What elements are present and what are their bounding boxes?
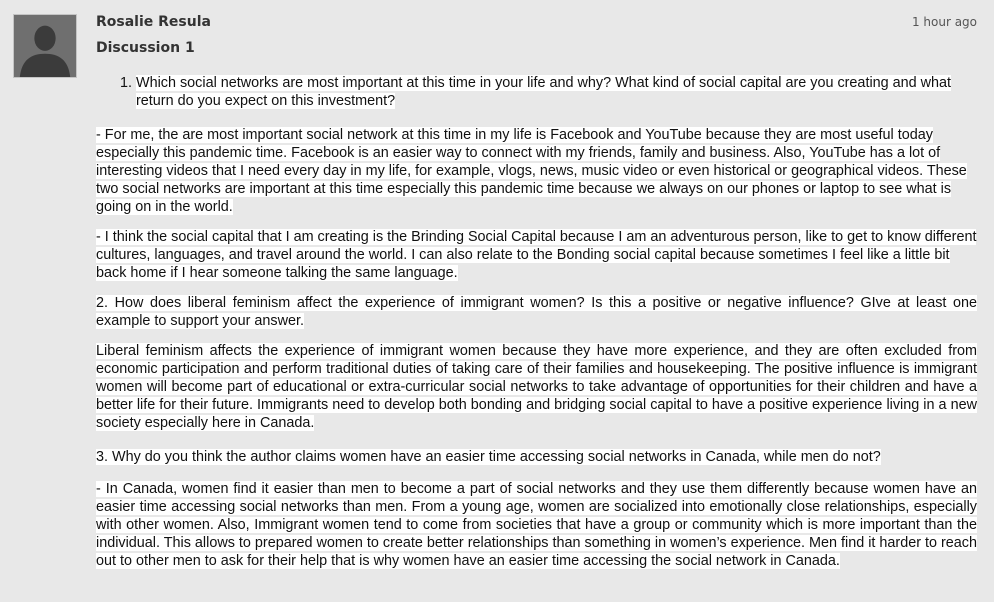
question-2	[96, 294, 977, 330]
answer-1-paragraph-1-text: - For me, the are most important social network at this time in my life is Facebook and YouTube because they are most useful today especially this pandemic time. Facebook is an easier way to connect with my friends, family and business. Also, YouTube has a lot of interesting videos that I need every day in my life, for example, vlogs, news, music video or even historical or geographical videos. These two social networks are important at this time especially this pandemic time because we always on our phones or laptop to see what is going on in the world.	[96, 127, 967, 215]
question-2-text: 2. How does liberal feminism affect the experience of immigrant women? Is this a positive or negative influence? GIve at least one example to support your answer.	[96, 295, 977, 329]
post-body	[96, 74, 977, 582]
author-name[interactable]: Rosalie Resula	[96, 14, 211, 30]
answer-2-text: Liberal feminism affects the experience of immigrant women because they have more experience, and they are often excluded from economic participation and perform traditional duties of taking care of their families and housekeeping. The positive influence is immigrant women will become part of educational or extra-curricular social networks to take advantage of opportunities for their children and have a better life for their future. Immigrants need to develop both bonding and bridging social capital to have a positive experience living in a new society especially here in Canada.	[96, 343, 977, 431]
avatar[interactable]	[13, 14, 77, 78]
question-1	[96, 74, 977, 110]
question-3	[96, 448, 977, 466]
answer-1-paragraph-1	[96, 126, 977, 216]
post-timestamp: 1 hour ago	[911, 15, 977, 29]
question-1-text: Which social networks are most important at this time in your life and why? What kind of social capital are you creating and what return do you expect on this investment?	[136, 75, 952, 109]
default-user-silhouette-icon	[14, 15, 76, 77]
answer-2	[96, 342, 977, 432]
post-subject: Discussion 1	[96, 40, 195, 56]
question-3-text: 3. Why do you think the author claims women have an easier time accessing social networks in Canada, while men do not?	[96, 449, 881, 465]
answer-1-paragraph-2	[96, 228, 977, 282]
question-1-number: 1.	[120, 75, 133, 91]
answer-1-paragraph-2-text: - I think the social capital that I am creating is the Brinding Social Capital because I am an adventurous person, like to get to know different cultures, languages, and travel around the world. I can also relate to the Bonding social capital because sometimes I feel like a little bit back home if I hear someone talking the same language.	[96, 229, 977, 281]
answer-3-text: - In Canada, women find it easier than men to become a part of social networks and they use them differently because women have an easier time accessing social networks than men. From a young age, women are socialized into emotionally close relationships, especially with other women. Also, Immigrant women tend to come from societies that have a group or community which is more important than the individual. This allows to prepared women to create better relationships than something in women’s experience. Men find it harder to reach out to other men to ask for their help that is why women have an easier time accessing the social network in Canada.	[96, 481, 977, 569]
answer-3	[96, 480, 977, 570]
